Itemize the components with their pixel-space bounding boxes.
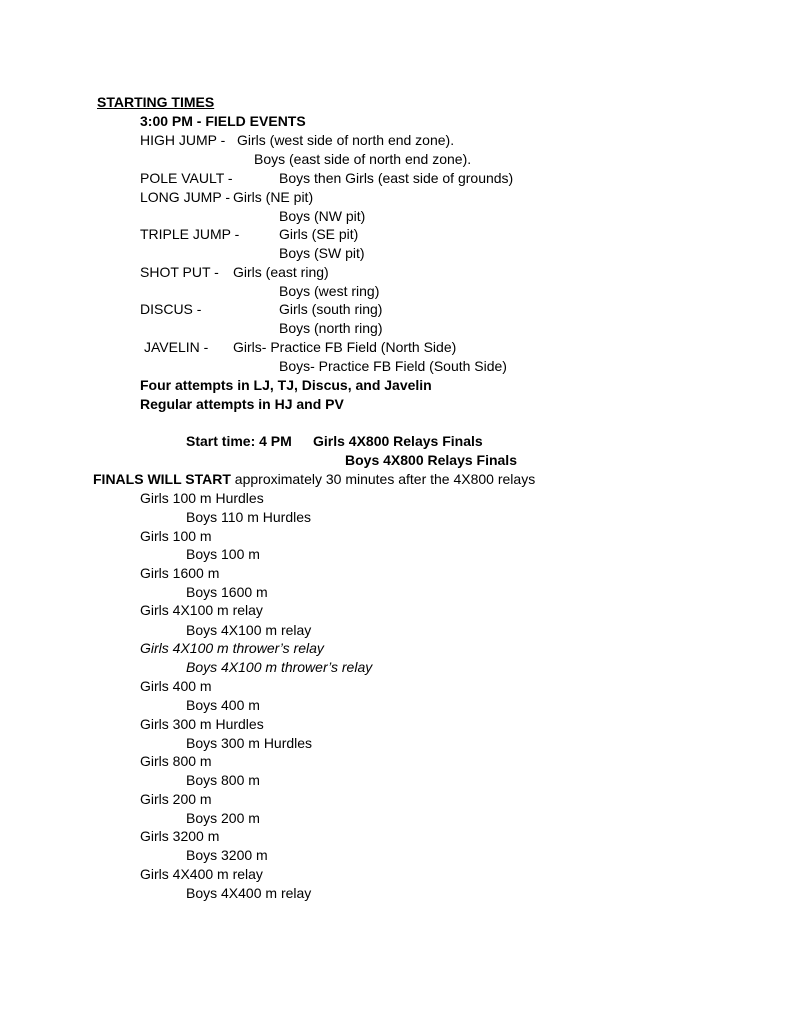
event-girls: Girls 200 m (140, 791, 212, 807)
event-boys: Boys 4X100 m thrower’s relay (186, 659, 373, 675)
event-girls: Girls 3200 m (140, 828, 220, 844)
finals-start-lead: FINALS WILL START (93, 471, 231, 487)
event-girls: Girls 300 m Hurdles (140, 716, 264, 732)
event-boys: Boys 400 m (186, 697, 260, 713)
triple-jump-label: TRIPLE JUMP - (140, 226, 240, 242)
discus-girls: Girls (south ring) (279, 301, 383, 317)
shot-put-boys: Boys (west ring) (279, 283, 380, 299)
discus-boys: Boys (north ring) (279, 320, 383, 336)
javelin-label: JAVELIN - (144, 339, 209, 355)
event-girls: Girls 800 m (140, 753, 212, 769)
event-boys: Boys 200 m (186, 810, 260, 826)
event-boys: Boys 800 m (186, 772, 260, 788)
high-jump-boys: Boys (east side of north end zone). (254, 151, 472, 167)
event-boys: Boys 3200 m (186, 847, 268, 863)
pole-vault-detail: Boys then Girls (east side of grounds) (279, 170, 514, 186)
shot-put-label: SHOT PUT - (140, 264, 219, 280)
event-boys: Boys 300 m Hurdles (186, 735, 313, 751)
event-girls: Girls 100 m Hurdles (140, 490, 264, 506)
section-heading: STARTING TIMES (97, 94, 215, 110)
event-boys: Boys 4X400 m relay (186, 885, 312, 901)
long-jump-girls: Girls (NE pit) (233, 189, 314, 205)
girls-4x800-relay: Girls 4X800 Relays Finals (313, 433, 483, 449)
event-girls: Girls 1600 m (140, 565, 220, 581)
discus-label: DISCUS - (140, 301, 202, 317)
event-boys: Boys 1600 m (186, 584, 268, 600)
relay-start-time: Start time: 4 PM (186, 433, 292, 449)
event-boys: Boys 4X100 m relay (186, 622, 312, 638)
javelin-girls: Girls- Practice FB Field (North Side) (233, 339, 457, 355)
triple-jump-boys: Boys (SW pit) (279, 245, 365, 261)
long-jump-boys: Boys (NW pit) (279, 208, 366, 224)
attempts-note-1: Four attempts in LJ, TJ, Discus, and Javelin (140, 377, 432, 393)
event-girls: Girls 4X100 m thrower’s relay (140, 640, 324, 656)
pole-vault-label: POLE VAULT - (140, 170, 233, 186)
high-jump-girls: Girls (west side of north end zone). (237, 132, 455, 148)
shot-put-girls: Girls (east ring) (233, 264, 329, 280)
finals-start-line (93, 471, 535, 488)
boys-4x800-relay: Boys 4X800 Relays Finals (345, 452, 517, 468)
field-events-title: 3:00 PM - FIELD EVENTS (140, 113, 306, 129)
event-girls: Girls 100 m (140, 528, 212, 544)
event-boys: Boys 110 m Hurdles (186, 509, 312, 525)
attempts-note-2: Regular attempts in HJ and PV (140, 396, 344, 412)
triple-jump-girls: Girls (SE pit) (279, 226, 359, 242)
javelin-boys: Boys- Practice FB Field (South Side) (279, 358, 507, 374)
finals-start-detail: approximately 30 minutes after the 4X800 relays (230, 471, 536, 487)
event-girls: Girls 400 m (140, 678, 212, 694)
event-boys: Boys 100 m (186, 546, 260, 562)
event-girls: Girls 4X100 m relay (140, 602, 263, 618)
long-jump-label: LONG JUMP - (140, 189, 230, 205)
high-jump-label: HIGH JUMP - (140, 132, 226, 148)
event-girls: Girls 4X400 m relay (140, 866, 263, 882)
